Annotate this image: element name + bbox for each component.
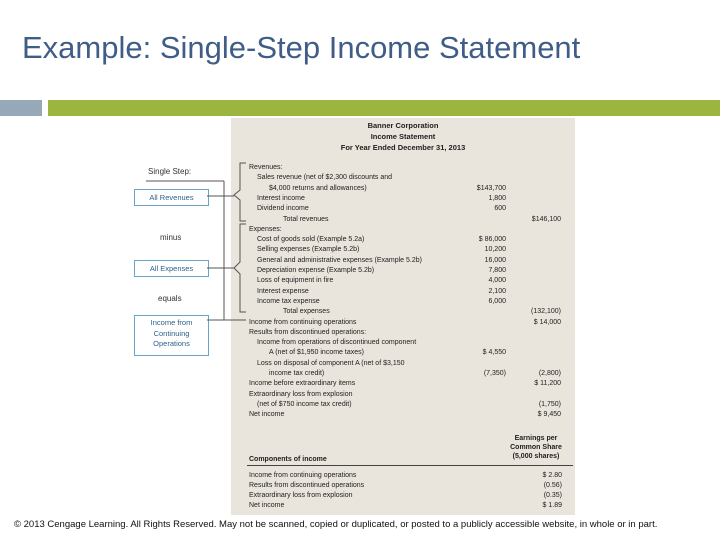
statement-row-amount: $143,700	[476, 184, 506, 192]
statement-row-total: $146,100	[531, 215, 561, 223]
equals-label: equals	[158, 294, 182, 303]
statement-row-amount: 2,100	[488, 287, 506, 295]
statement-row-label: Loss of equipment in fire	[257, 277, 334, 285]
statement-row-amount: 7,800	[488, 267, 506, 274]
eps-header-2: Common Share	[510, 444, 562, 451]
eps-row-label: Extraordinary loss from explosion	[249, 492, 353, 499]
eps-row-value: (0.56)	[543, 482, 562, 489]
eps-header-1: Earnings per	[514, 435, 558, 442]
income-box-line-1: Income from	[150, 318, 193, 327]
statement-row-total: $ 9,450	[537, 411, 561, 419]
statement-row-total: (1,750)	[538, 400, 561, 408]
statement-row-label: Income from operations of discontinued component	[257, 339, 417, 347]
income-box-line-2: Continuing	[153, 328, 190, 338]
statement-row-total: $ 11,200	[534, 380, 561, 388]
income-box-line-3: Operations	[153, 339, 190, 348]
statement-row-label: Income before extraordinary items	[249, 380, 356, 388]
company-name: Banner Corporation	[367, 121, 439, 130]
statement-row-amount: (7,350)	[483, 370, 506, 377]
statement-row-amount: 6,000	[488, 297, 506, 305]
statement-row-label: Income tax expense	[257, 297, 320, 305]
statement-row-total: (2,800)	[538, 370, 561, 377]
eps-row-value: (0.35)	[543, 492, 562, 499]
statement-row-label: Sales revenue (net of $2,300 discounts and	[257, 174, 393, 182]
statement-row-label: Dividend income	[257, 205, 309, 213]
eps-row-value: $ 1.89	[542, 502, 562, 509]
statement-row-label: $4,000 returns and allowances)	[269, 184, 367, 192]
statement-row-label: Interest expense	[257, 287, 309, 295]
statement-row-label: Loss on disposal of component A (net of $3,150	[257, 359, 405, 367]
eps-row-label: Net income	[249, 502, 285, 509]
eps-row-label: Income from continuing operations	[249, 472, 357, 479]
statement-row-label: General and administrative expenses (Example 5.2b)	[257, 256, 422, 264]
statement-row-label: Expenses:	[249, 225, 282, 233]
statement-row-amount: $ 4,550	[482, 349, 506, 357]
statement-row-label: (net of $750 income tax credit)	[257, 400, 352, 408]
components-label: Components of income	[249, 456, 327, 463]
statement-row-label: Cost of goods sold (Example 5.2a)	[257, 236, 365, 244]
eps-row-label: Results from discontinued operations	[249, 482, 365, 489]
eps-row-value: $ 2.80	[542, 472, 562, 479]
single-step-label: Single Step:	[148, 167, 192, 176]
statement-row-amount: 10,200	[484, 246, 506, 254]
statement-row-label: Selling expenses (Example 5.2b)	[257, 246, 360, 254]
minus-label: minus	[160, 233, 182, 242]
statement-row-amount: 1,800	[488, 194, 506, 202]
statement-row-label: Revenues:	[249, 164, 283, 171]
statement-row-label: Results from discontinued operations:	[249, 328, 367, 336]
statement-row-total: (132,100)	[531, 308, 561, 316]
statement-row-total: $ 14,000	[533, 318, 561, 326]
statement-row-amount: 16,000	[484, 256, 506, 264]
statement-period: For Year Ended December 31, 2013	[340, 143, 466, 152]
statement-row-amount: $ 86,000	[478, 236, 506, 244]
statement-row-label: Income from continuing operations	[249, 318, 357, 326]
statement-row-label: Interest income	[257, 194, 305, 202]
statement-row-label: Extraordinary loss from explosion	[249, 390, 353, 398]
statement-row-label: income tax credit)	[269, 370, 325, 377]
statement-row-label: Net income	[249, 411, 285, 419]
statement-row-amount: 4,000	[488, 277, 506, 285]
statement-row-label: A (net of $1,950 income taxes)	[269, 349, 364, 357]
slide-title: Example: Single-Step Income Statement	[22, 30, 581, 65]
eps-header-3: (5,000 shares)	[512, 453, 560, 460]
statement-row-amount: 600	[494, 205, 506, 213]
statement-row-label: Total revenues	[283, 215, 329, 223]
all-revenues-box: All Revenues	[134, 189, 209, 206]
all-expenses-box: All Expenses	[134, 260, 209, 277]
copyright-footer: © 2013 Cengage Learning. All Rights Reserved. May not be scanned, copied or duplicated, or posted to a publicly accessible website, in whole or in part.	[14, 519, 658, 530]
statement-row-label: Depreciation expense (Example 5.2b)	[257, 267, 375, 274]
statement-row-label: Total expenses	[283, 308, 330, 316]
statement-name: Income Statement	[370, 132, 436, 141]
